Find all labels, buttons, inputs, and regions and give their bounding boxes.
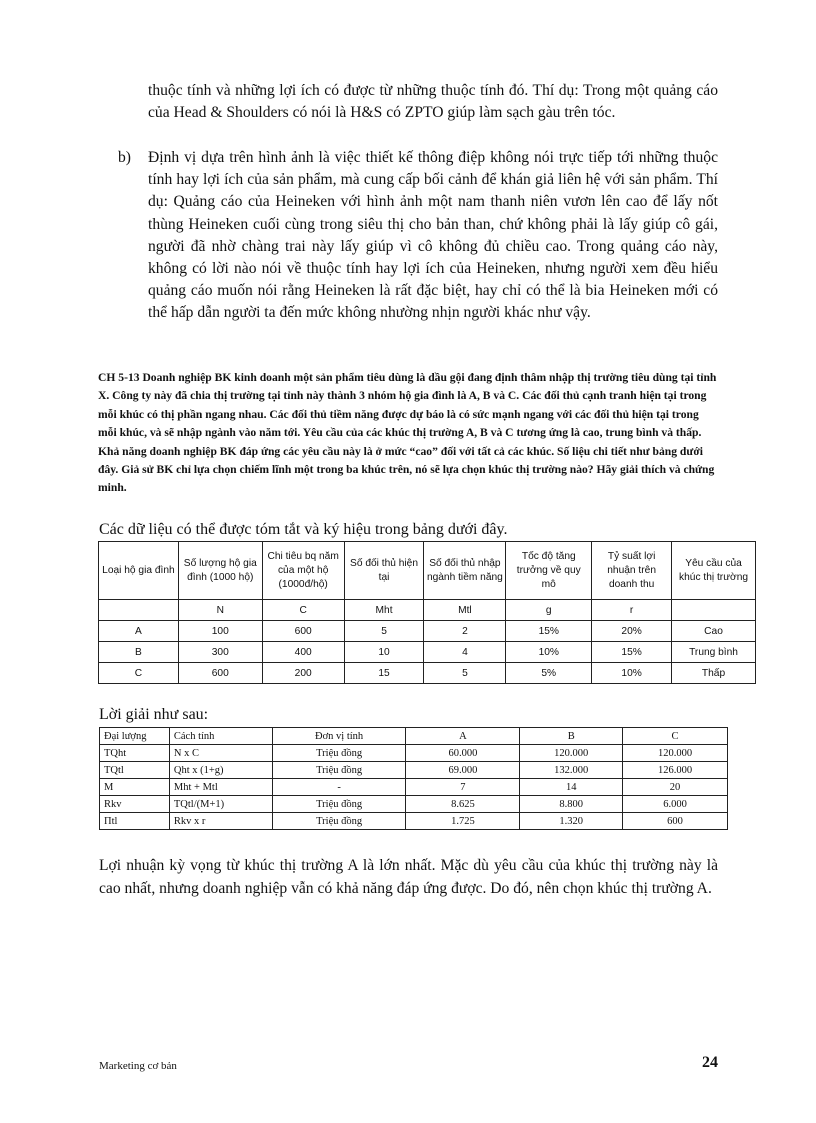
table-row bbox=[100, 745, 728, 762]
table-cell: 8.800 bbox=[520, 796, 623, 813]
table-cell: 15% bbox=[506, 621, 592, 642]
header-cell: Số đối thủ hiện tại bbox=[344, 542, 424, 600]
table-cell: Trung bình bbox=[672, 642, 756, 663]
table-cell: 132.000 bbox=[520, 762, 623, 779]
table-cell: TQtl/(M+1) bbox=[169, 796, 272, 813]
header-cell: Tỷ suất lợi nhuận trên doanh thu bbox=[592, 542, 672, 600]
table-row bbox=[99, 642, 756, 663]
item-b-text: Định vị dựa trên hình ảnh là việc thiết kế thông điệp không nói trực tiếp tới những thuộc tính hay lợi ích của sản phẩm, mà cung cấp bối cảnh để khán giả liên hệ với sản phẩm. Thí dụ: Quảng cáo của Heineken với hình ảnh một nam thanh niên vươn lên cao để lấy nốt thùng Heineken cuối cùng trong siêu thị cho bản than, chứ không phải là lấy giúp cô gái, người đã nhờ chàng trai này lấy giúp vì cô không đủ chiều cao. Trong quảng cáo này, không có lời nào nói về thuộc tính hay lợi ích của Heineken, nhưng người xem đều hiểu quảng cáo muốn nói rằng Heineken là rất đặc biệt, hay chỉ có thể là bia Heineken mới có thể hấp dẫn người ta đến mức không nhường nhịn người khác như vậy. bbox=[148, 149, 718, 322]
table-cell: Rkv bbox=[100, 796, 170, 813]
table-cell: N x C bbox=[169, 745, 272, 762]
table-cell: 100 bbox=[178, 621, 262, 642]
table-row bbox=[100, 796, 728, 813]
header-cell: Chi tiêu bq năm của một hộ (1000đ/hộ) bbox=[262, 542, 344, 600]
header-cell: Số đối thủ nhập ngành tiềm năng bbox=[424, 542, 506, 600]
header-cell: Đại lượng bbox=[100, 728, 170, 745]
table-cell: 10% bbox=[592, 663, 672, 684]
table-cell: Triệu đồng bbox=[272, 762, 406, 779]
data-table bbox=[98, 541, 756, 684]
table-cell: 1.320 bbox=[520, 813, 623, 830]
symbol-cell: C bbox=[262, 600, 344, 621]
table-cell: 15 bbox=[344, 663, 424, 684]
symbol-cell: g bbox=[506, 600, 592, 621]
solution-table bbox=[99, 727, 728, 830]
table-cell: 20% bbox=[592, 621, 672, 642]
table-cell: 60.000 bbox=[406, 745, 520, 762]
table-cell: 120.000 bbox=[520, 745, 623, 762]
table-cell: 5 bbox=[344, 621, 424, 642]
table-cell: C bbox=[99, 663, 179, 684]
header-cell: Số lượng hộ gia đình (1000 hộ) bbox=[178, 542, 262, 600]
table-cell: TQht bbox=[100, 745, 170, 762]
table-cell: 15% bbox=[592, 642, 672, 663]
table-cell: Triệu đồng bbox=[272, 745, 406, 762]
table-cell: Mht + Mtl bbox=[169, 779, 272, 796]
table-row bbox=[100, 813, 728, 830]
data-table-caption: Các dữ liệu có thể được tóm tắt và ký hiệu trong bảng dưới đây. bbox=[99, 521, 508, 538]
symbol-cell bbox=[99, 600, 179, 621]
table-row bbox=[99, 621, 756, 642]
table-cell: 120.000 bbox=[623, 745, 728, 762]
table-cell: 69.000 bbox=[406, 762, 520, 779]
header-cell: A bbox=[406, 728, 520, 745]
table-cell: 5 bbox=[424, 663, 506, 684]
table-cell: 600 bbox=[178, 663, 262, 684]
table-cell: 300 bbox=[178, 642, 262, 663]
table-cell: 400 bbox=[262, 642, 344, 663]
table-cell: M bbox=[100, 779, 170, 796]
symbol-cell: Mtl bbox=[424, 600, 506, 621]
table-cell: Rkv x r bbox=[169, 813, 272, 830]
header-cell: Yêu cầu của khúc thị trường bbox=[672, 542, 756, 600]
header-cell: Đơn vị tính bbox=[272, 728, 406, 745]
table-cell: 20 bbox=[623, 779, 728, 796]
symbol-cell: Mht bbox=[344, 600, 424, 621]
header-cell: C bbox=[623, 728, 728, 745]
symbol-cell bbox=[672, 600, 756, 621]
table-cell: 5% bbox=[506, 663, 592, 684]
intro-continuation-paragraph: thuộc tính và những lợi ích có được từ những thuộc tính đó. Thí dụ: Trong một quảng cáo của Head & Shoulders có nói là H&S có ZPTO giúp làm sạch gàu trên tóc. bbox=[148, 82, 718, 122]
footer-book-title: Marketing cơ bản bbox=[99, 1060, 177, 1072]
problem-statement: CH 5-13 Doanh nghiệp BK kinh doanh một sản phẩm tiêu dùng là dầu gội đang định thâm nhập thị trường tiêu dùng tại tỉnh X. Công ty này đã chia thị trường tại tỉnh này thành 3 nhóm hộ gia đình là A, B và C. Các đối thủ cạnh tranh hiện tại trong mỗi khúc có thị phần ngang nhau. Các đối thủ tiềm năng được dự báo là có sức mạnh ngang với các đối thủ hiện tại trong mỗi khúc, và sẽ nhập ngành vào năm tới. Yêu cầu của các khúc thị trường A, B và C tương ứng là cao, trung bình và thấp. Khả năng doanh nghiệp BK đáp ứng các yêu cầu này là ở mức “cao” đối với tất cả các khúc. Số liệu chi tiết như bảng dưới đây. Giả sử BK chỉ lựa chọn chiếm lĩnh một trong ba khúc trên, nó sẽ lựa chọn khúc thị trường nào? Hãy giải thích và chứng minh. bbox=[98, 371, 717, 495]
table-cell: 8.625 bbox=[406, 796, 520, 813]
table-cell: 10 bbox=[344, 642, 424, 663]
table-cell: TQtl bbox=[100, 762, 170, 779]
item-b-marker: b) bbox=[118, 149, 131, 166]
header-cell: Loại hộ gia đình bbox=[99, 542, 179, 600]
symbol-cell: r bbox=[592, 600, 672, 621]
item-b-paragraph bbox=[118, 147, 718, 325]
solution-table-caption: Lời giải như sau: bbox=[99, 706, 209, 723]
table-cell: Triệu đồng bbox=[272, 813, 406, 830]
table-cell: 10% bbox=[506, 642, 592, 663]
table-cell: B bbox=[99, 642, 179, 663]
table-row bbox=[99, 663, 756, 684]
data-table-header-row bbox=[99, 542, 756, 600]
table-cell: 600 bbox=[262, 621, 344, 642]
header-cell: Tốc độ tăng trưởng về quy mô bbox=[506, 542, 592, 600]
symbol-cell: N bbox=[178, 600, 262, 621]
table-cell: - bbox=[272, 779, 406, 796]
page-number: 24 bbox=[702, 1054, 718, 1071]
table-cell: Πtl bbox=[100, 813, 170, 830]
table-cell: 1.725 bbox=[406, 813, 520, 830]
table-row bbox=[100, 762, 728, 779]
header-cell: B bbox=[520, 728, 623, 745]
conclusion-paragraph: Lợi nhuận kỳ vọng từ khúc thị trường A là lớn nhất. Mặc dù yêu cầu của khúc thị trường này là cao nhất, nhưng doanh nghiệp vẫn có khả năng đáp ứng được. Do đó, nên chọn khúc thị trường A. bbox=[99, 857, 718, 897]
table-cell: Qht x (1+g) bbox=[169, 762, 272, 779]
table-row bbox=[100, 779, 728, 796]
header-cell: Cách tính bbox=[169, 728, 272, 745]
table-cell: A bbox=[99, 621, 179, 642]
table-cell: 2 bbox=[424, 621, 506, 642]
table-cell: Thấp bbox=[672, 663, 756, 684]
table-cell: 7 bbox=[406, 779, 520, 796]
table-cell: 200 bbox=[262, 663, 344, 684]
table-cell: 600 bbox=[623, 813, 728, 830]
symbol-row bbox=[99, 600, 756, 621]
table-cell: 126.000 bbox=[623, 762, 728, 779]
table-cell: 14 bbox=[520, 779, 623, 796]
table-cell: Cao bbox=[672, 621, 756, 642]
table-cell: 6.000 bbox=[623, 796, 728, 813]
solution-header-row bbox=[100, 728, 728, 745]
table-cell: 4 bbox=[424, 642, 506, 663]
table-cell: Triệu đồng bbox=[272, 796, 406, 813]
